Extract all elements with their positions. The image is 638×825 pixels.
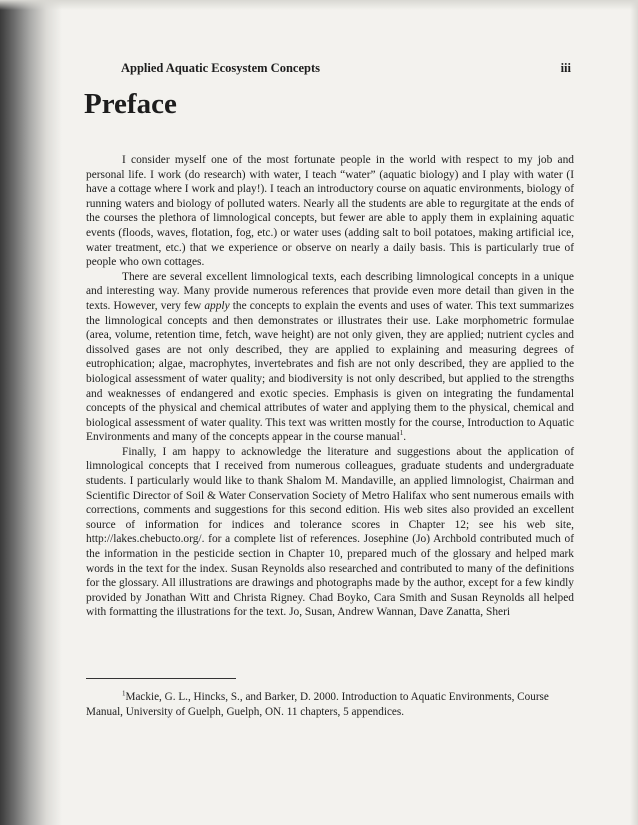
paragraph-2-end: . [403, 431, 407, 444]
preface-body [86, 153, 574, 620]
paragraph-2-start: There are several excellent limnological texts, each describing limnological concepts in a unique and interesting way. Many provide numerous references that provide even more detail than given in the texts. However, very few [86, 270, 574, 312]
page-title: Preface [84, 88, 177, 120]
footnote-divider [86, 678, 236, 679]
footnote-reference: 1 [399, 429, 404, 438]
running-title: Applied Aquatic Ecosystem Concepts [121, 61, 320, 75]
footnote [86, 690, 572, 719]
page-right-edge [630, 0, 638, 825]
paragraph-2 [86, 270, 574, 445]
paragraph-3: Finally, I am happy to acknowledge the literature and suggestions about the application of limnological concepts that I received from numerous colleagues, graduate students and undergraduate students. I particularly would like to thank Shalom M. Mandaville, an applied limnologist, Chairman and Scientific Director of Soil & Water Conservation Society of Metro Halifax who sent numerous emails with corrections, comments and suggestions for this second edition. His web sites also provided an excellent source of information for indices and tolerance scores in Chapter 12; see his web site, http://lakes.chebucto.org/. for a complete list of references. Josephine (Jo) Archbold contributed much of the information in the pesticide section in Chapter 10, prepared much of the glossary and helped mark words in the text for the index. Susan Reynolds also researched and contributed to many of the definitions for the glossary. All illustrations are drawings and photographs made by the author, except for a few kindly provided by Jonathan Witt and Christa Rigney. Chad Boyko, Cara Smith and Susan Reynolds all helped with formatting the illustrations for the text. Jo, Susan, Andrew Wannan, Dave Zanatta, Sheri [86, 445, 574, 619]
footnote-marker: 1 [122, 689, 126, 698]
footnote-text: Mackie, G. L., Hincks, S., and Barker, D. 2000. Introduction to Aquatic Environments, Course Manual, University of Guelph, Guelph, ON. 11 chapters, 5 appendices. [86, 691, 549, 718]
emphasis-apply: apply [204, 299, 230, 312]
paragraph-2-middle: the concepts to explain the events and uses of water. This text summarizes the limnological concepts and then demonstrates or illustrates their use. Lake morphometric formulae (area, volume, retention time, fetch, wave height) are not only given, they are applied; nutrient cycles and dissolved gases are not only described, they are applied to explaining and measuring degrees of eutrophication; algae, macrophytes, invertebrates and fish are not only described, they are applied to the biological assessment of water quality; and biodiversity is not only described, but applied to the strengths and weaknesses of endangered and exotic species. Emphasis is given on integrating the fundamental concepts of the physical and chemical attributes of water and applying them to the physical, chemical and biological assessment of water quality. This text was written mostly for the course, Introduction to Aquatic Environments and many of the concepts appear in the course manual [86, 299, 574, 444]
page-top-edge [0, 0, 638, 10]
paragraph-1: I consider myself one of the most fortunate people in the world with respect to my job and personal life. I work (do research) with water, I teach “water” (aquatic biology) and I play with water (I have a cottage where I work and play!). I teach an introductory course on aquatic environments, biology of running waters and biology of polluted waters. Nearly all the students are able to regurgitate at the ends of the courses the plethora of limnological concepts, but fewer are able to apply them in explaining aquatic events (floods, waves, flotation, fog, etc.) or water uses (adding salt to boil potatoes, making artificial ice, water treatment, etc.) that we experience or observe on nearly a daily basis. This is particularly true of people who own cottages. [86, 154, 574, 269]
page-binding-shadow [0, 0, 62, 825]
footnote-line [86, 690, 572, 719]
page-number: iii [560, 61, 571, 75]
running-header [121, 61, 571, 76]
